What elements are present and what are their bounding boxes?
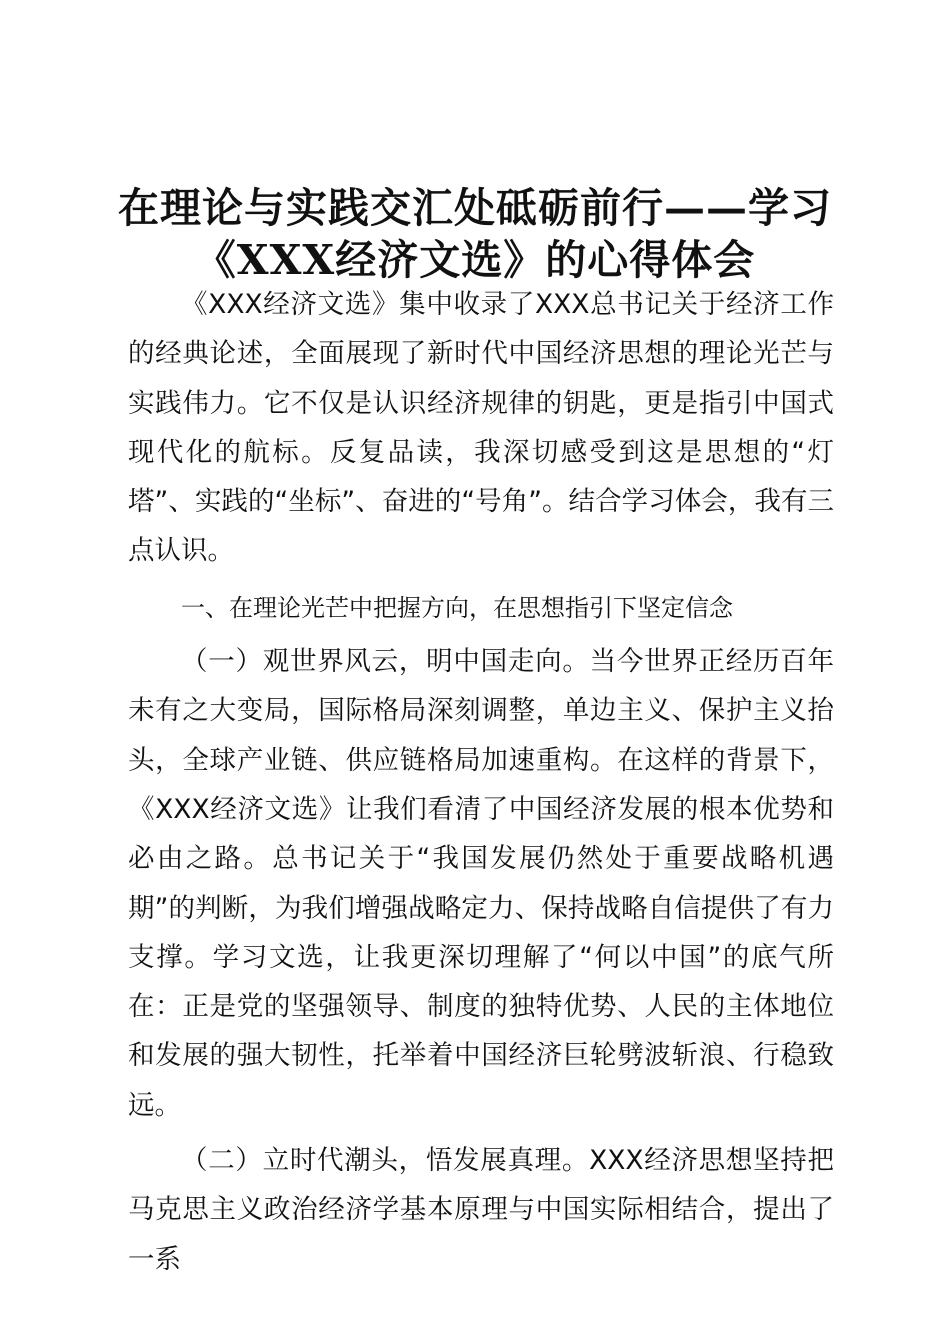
subsection-paragraph-2: （二）立时代潮头，悟发展真理。XXX经济思想坚持把马克思主义政治经济学基本原理与中国实际相结合，提出了一系: [128, 1145, 834, 1275]
intro-paragraph: 《XXX经济文选》集中收录了XXX总书记关于经济工作的经典论述，全面展现了新时代中国经济思想的理论光芒与实践伟力。它不仅是认识经济规律的钥匙，更是指引中国式现代化的航标。反复品读，我深切感受到这是思想的“灯塔”、实践的“坐标”、奋进的“号角”。结合学习体会，我有三点认识。: [128, 289, 834, 567]
document-title: [100, 182, 850, 286]
document-body: [128, 280, 834, 1284]
title-line-2: 《XXX经济文选》的心得体会: [194, 236, 756, 284]
title-line-1: 在理论与实践交汇处砥砺前行——学习: [118, 184, 832, 232]
section-heading: 一、在理论光芒中把握方向，在思想指引下坚定信念: [181, 593, 733, 622]
subsection-paragraph-1: （一）观世界风云，明中国走向。当今世界正经历百年未有之大变局，国际格局深刻调整，单边主义、保护主义抬头，全球产业链、供应链格局加速重构。在这样的背景下，《XXX经济文选》让我们看清了中国经济发展的根本优势和必由之路。总书记关于“我国发展仍然处于重要战略机遇期”的判断，为我们增强战略定力、保持战略自信提供了有力支撑。学习文选，让我更深切理解了“何以中国”的底气所在：正是党的坚强领导、制度的独特优势、人民的主体地位和发展的强大韧性，托举着中国经济巨轮劈波斩浪、行稳致远。: [128, 646, 834, 1121]
